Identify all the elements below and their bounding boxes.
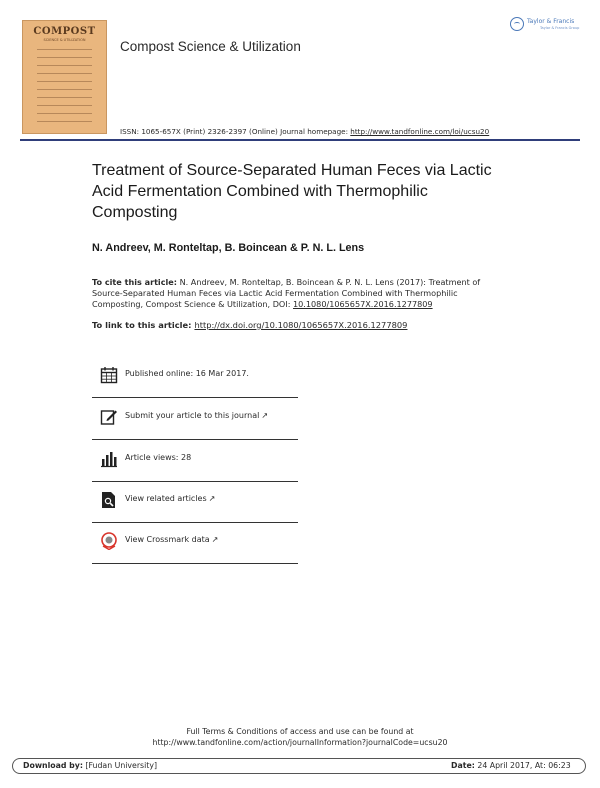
submit-article-link[interactable]: Submit your article to this journal ↗: [125, 411, 269, 420]
external-link-icon: ↗: [211, 535, 219, 544]
views-row: [92, 440, 298, 482]
crossmark-row[interactable]: [92, 522, 298, 564]
article-authors: N. Andreev, M. Ronteltap, B. Boincean & P. N. L. Lens: [92, 242, 365, 254]
citation-block: [92, 277, 502, 310]
article-link-block: [92, 320, 407, 330]
published-date: Published online: 16 Mar 2017.: [125, 369, 249, 378]
issn-text: ISSN: 1065-657X (Print) 2326-2397 (Online) Journal homepage:: [120, 127, 351, 136]
bar-chart-icon: [100, 450, 118, 468]
crossmark-icon: [100, 532, 118, 550]
downloaded-by: Download by: [Fudan University]: [23, 761, 157, 770]
external-link-icon: ↗: [208, 494, 216, 503]
journal-title: Compost Science & Utilization: [120, 39, 301, 54]
article-views: Article views: 28: [125, 453, 192, 462]
publisher-name: Taylor & Francis: [527, 18, 575, 25]
external-link-icon: ↗: [261, 411, 269, 420]
download-info-bar: [12, 758, 586, 774]
doi-link[interactable]: 10.1080/1065657X.2016.1277809: [293, 299, 433, 309]
terms-line: Full Terms & Conditions of access and use can be found at: [186, 727, 414, 736]
submit-row[interactable]: [92, 398, 298, 440]
article-link-label: To link to this article:: [92, 320, 192, 330]
download-date: Date: 24 April 2017, At: 06:23: [451, 761, 571, 770]
terms-url[interactable]: http://www.tandfonline.com/action/journalInformation?journalCode=ucsu20: [152, 738, 448, 747]
publisher-logo: [510, 16, 582, 36]
article-title: Treatment of Source-Separated Human Feces via Lactic Acid Fermentation Combined with Thermophilic Composting: [92, 162, 492, 221]
related-articles-link[interactable]: View related articles ↗: [125, 494, 216, 503]
journal-homepage-link[interactable]: http://www.tandfonline.com/loi/ucsu20: [350, 127, 490, 136]
calendar-icon: [100, 366, 118, 384]
publisher-tagline: Taylor & Francis Group: [540, 26, 580, 30]
issn-line: [120, 127, 489, 136]
cover-title: COMPOST: [33, 26, 96, 37]
citation-label: To cite this article:: [92, 277, 178, 287]
article-link[interactable]: http://dx.doi.org/10.1080/1065657X.2016.1277809: [194, 320, 408, 330]
cover-subtitle: SCIENCE & UTILIZATION: [43, 38, 86, 42]
publisher-logo-icon: [510, 17, 524, 31]
document-search-icon: [100, 491, 118, 509]
published-row: [92, 356, 298, 398]
edit-icon: [100, 408, 118, 426]
related-row[interactable]: [92, 481, 298, 523]
terms-note: [0, 726, 600, 748]
citation-text: N. Andreev, M. Ronteltap, B. Boincean & P. N. L. Lens (2017): Treatment of Source-Separated Human Feces via Lactic Acid Fermentation Combined with Thermophilic Composting, Compost Science & Utilization, DOI:: [92, 277, 481, 309]
crossmark-link[interactable]: View Crossmark data ↗: [125, 535, 219, 544]
journal-cover-image: [22, 20, 107, 134]
header-divider: [20, 139, 580, 141]
